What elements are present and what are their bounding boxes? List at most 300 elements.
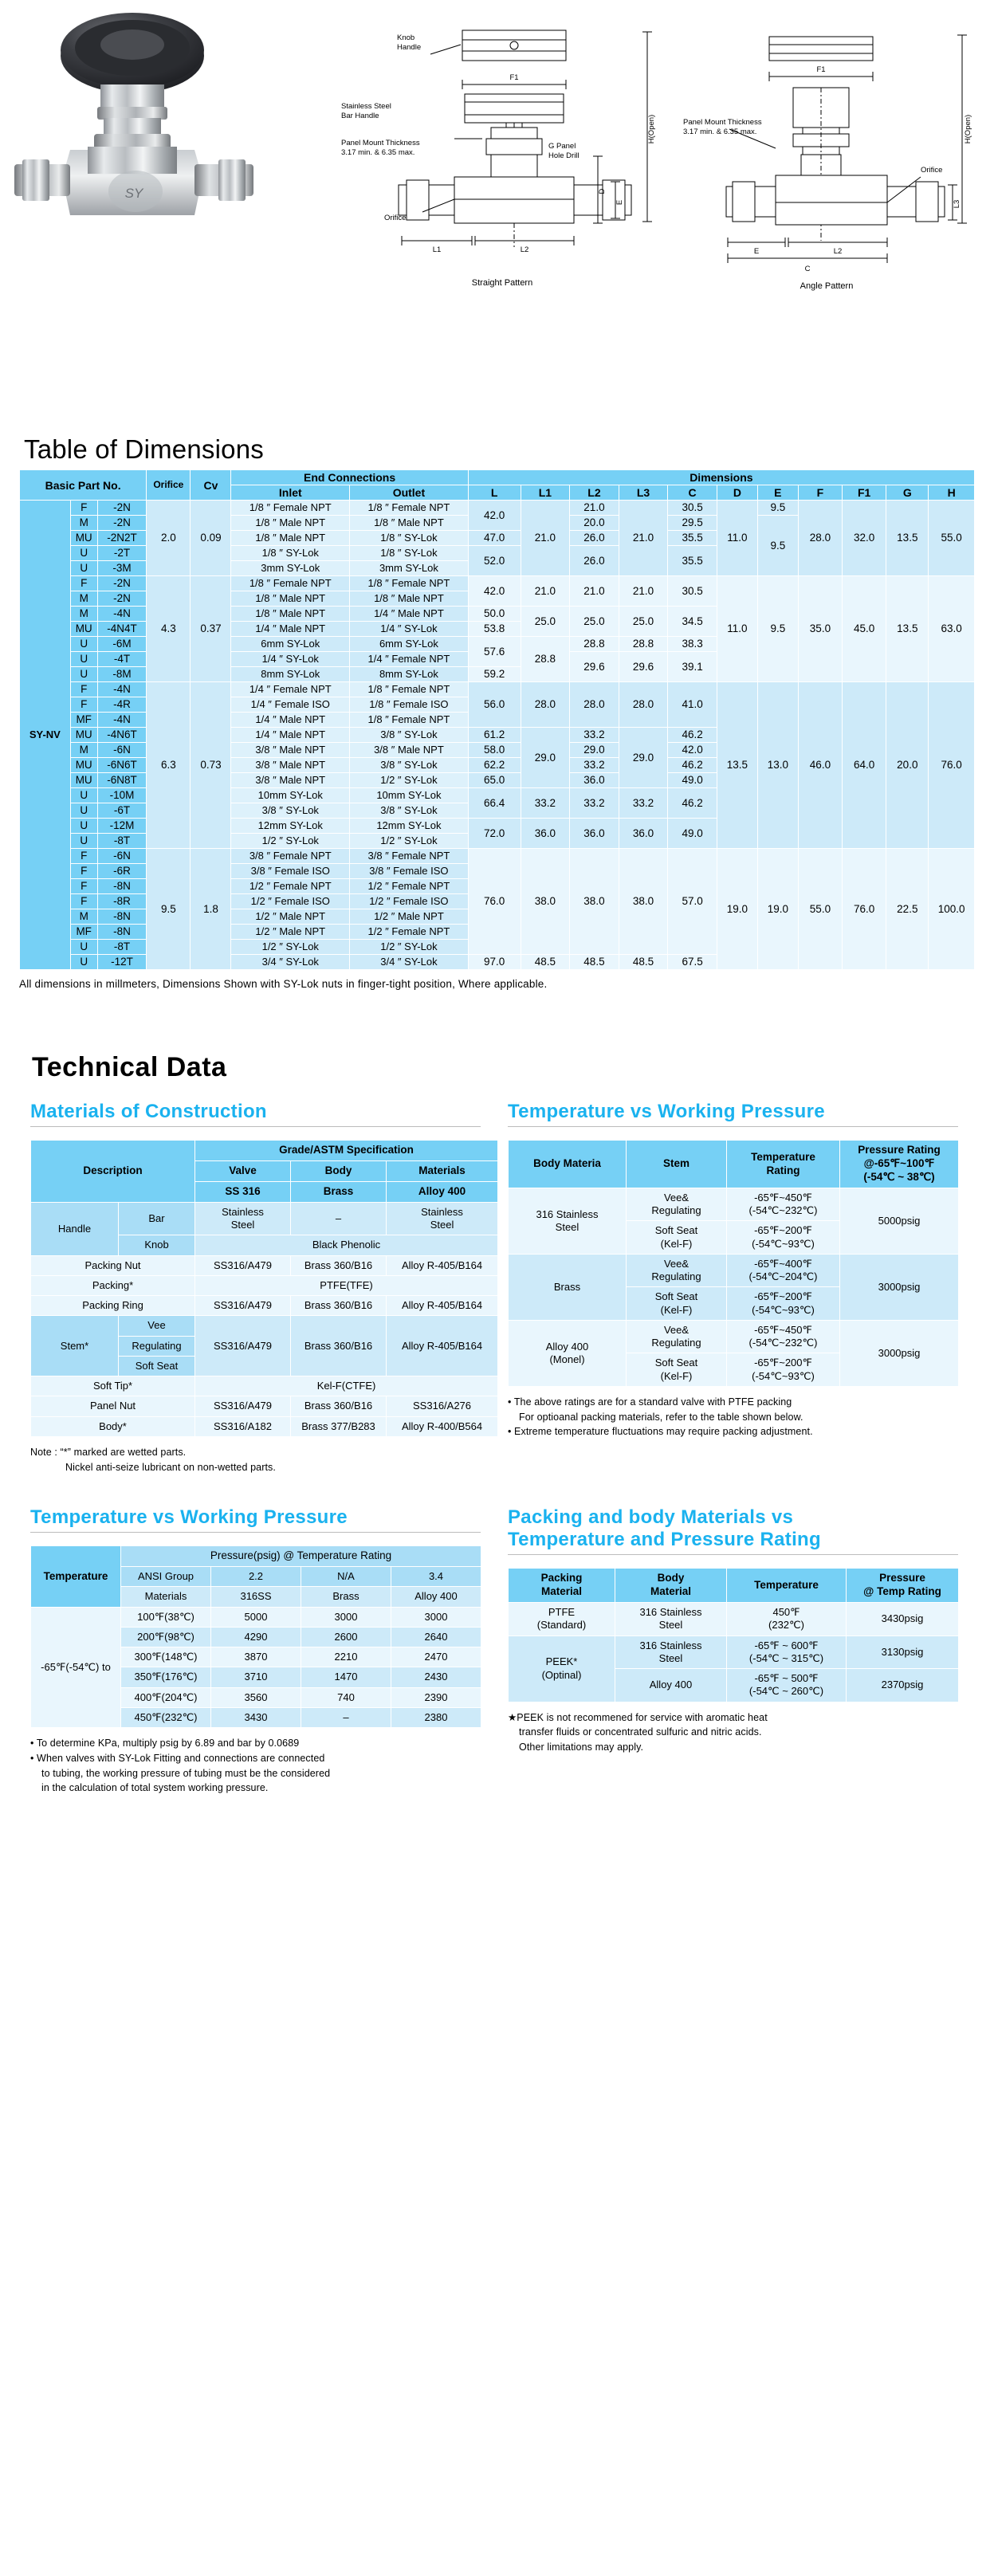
dim-L: 56.0	[468, 682, 521, 728]
dim-C: 29.5	[668, 516, 717, 531]
packing-material: PEEK* (Optinal)	[509, 1636, 615, 1702]
th-dim-L2: L2	[570, 485, 619, 501]
part-prefix: M	[70, 591, 97, 607]
dim-L3: 21.0	[619, 501, 668, 576]
outlet-connection: 3/8 ″ Female NPT	[350, 849, 469, 864]
cv-value: 0.37	[191, 576, 231, 682]
part-suffix: -12M	[97, 819, 147, 834]
outlet-connection: 1/4 ″ SY-Lok	[350, 622, 469, 637]
outlet-connection: 1/8 ″ SY-Lok	[350, 546, 469, 561]
svg-text:E: E	[615, 199, 624, 206]
note-line: ★PEEK is not recommened for service with aromatic heat transfer fluids or concentrated sulfuric and nitric acids. Other limitations may apply.	[508, 1711, 768, 1753]
dim-L1: 21.0	[521, 501, 570, 576]
material-sublabel: Vee	[119, 1316, 195, 1336]
dim-C: 46.2	[668, 728, 717, 743]
material-sublabel: Bar	[119, 1202, 195, 1235]
note-line: • To determine KPa, multiply psig by 6.89 and bar by 0.0689	[30, 1738, 300, 1749]
dim-C: 41.0	[668, 682, 717, 728]
orifice-value: 9.5	[147, 849, 191, 970]
part-suffix: -6N8T	[97, 773, 147, 788]
outlet-connection: 10mm SY-Lok	[350, 788, 469, 803]
svg-text:D: D	[598, 188, 607, 194]
part-prefix: F	[70, 849, 97, 864]
part-suffix: -4N	[97, 713, 147, 728]
material-value-1: Brass 360/B16	[291, 1296, 387, 1316]
outlet-connection: 1/8 ″ Female ISO	[350, 697, 469, 713]
svg-text:C: C	[804, 265, 811, 273]
dimensions-footnote: All dimensions in millmeters, Dimensions Shown with SY-Lok nuts in finger-tight position, Where applicable.	[19, 978, 548, 991]
th-group-2: 3.4	[391, 1567, 481, 1587]
part-prefix: MU	[70, 773, 97, 788]
th-dim-F: F	[798, 485, 842, 501]
dim-L2: 26.0	[570, 546, 619, 576]
material-sublabel: Regulating	[119, 1336, 195, 1356]
part-prefix: M	[70, 909, 97, 925]
dim-L2: 21.0	[570, 576, 619, 607]
part-prefix: MU	[70, 758, 97, 773]
dim-E: 13.0	[757, 682, 798, 849]
th-ss316: SS 316	[195, 1181, 291, 1202]
material-sublabel: Soft Seat	[119, 1356, 195, 1376]
dim-C: 34.5	[668, 607, 717, 637]
dimensions-table	[19, 469, 975, 970]
material-value-span: Kel-F(CTFE)	[195, 1376, 498, 1396]
dim-C: 38.3	[668, 637, 717, 652]
pressure-value-0: 3430	[211, 1707, 301, 1727]
part-prefix: U	[70, 955, 97, 970]
material-value-2: SS316/A276	[387, 1396, 498, 1416]
inlet-connection: 1/2 ″ Male NPT	[231, 925, 350, 940]
part-suffix: -2N	[97, 576, 147, 591]
pressure-rating: 3000psig	[840, 1320, 959, 1386]
temperature-rating: -65℉~200℉ (-54℃~93℃)	[727, 1287, 840, 1321]
dim-L1: 25.0	[521, 607, 570, 637]
material-value-2: Alloy R-405/B164	[387, 1255, 498, 1275]
svg-text:Angle Pattern: Angle Pattern	[800, 281, 854, 291]
pressure-value-2: 2640	[391, 1627, 481, 1647]
part-prefix: F	[70, 879, 97, 894]
orifice-value: 2.0	[147, 501, 191, 576]
dim-L2: 33.2	[570, 728, 619, 743]
th-stem: Stem	[627, 1141, 727, 1188]
table-row	[31, 1396, 498, 1416]
inlet-connection: 1/8 ″ Male NPT	[231, 516, 350, 531]
dimensions-table-body	[20, 501, 975, 970]
inlet-connection: 3/8 ″ Female ISO	[231, 864, 350, 879]
part-prefix: F	[70, 697, 97, 713]
outlet-connection: 12mm SY-Lok	[350, 819, 469, 834]
table-row	[20, 576, 975, 591]
part-suffix: -4N4T	[97, 622, 147, 637]
cv-value: 1.8	[191, 849, 231, 970]
outlet-connection: 6mm SY-Lok	[350, 637, 469, 652]
svg-text:G Panel: G Panel	[548, 142, 576, 151]
svg-text:Stainless Steel: Stainless Steel	[341, 102, 391, 111]
material-label: Stem*	[31, 1316, 119, 1376]
part-suffix: -2T	[97, 546, 147, 561]
table-row	[509, 1603, 959, 1636]
pressure-value-0: 4290	[211, 1627, 301, 1647]
dim-L2: 36.0	[570, 773, 619, 788]
inlet-connection: 1/8 ″ SY-Lok	[231, 546, 350, 561]
dim-E: 9.5	[757, 576, 798, 682]
pressure-value-1: 3000	[301, 1607, 391, 1627]
dimensions-title: Table of Dimensions	[24, 434, 264, 464]
inlet-connection: 6mm SY-Lok	[231, 637, 350, 652]
pressure-value-2: 2430	[391, 1667, 481, 1687]
part-suffix: -4N	[97, 607, 147, 622]
dim-L1: 38.0	[521, 849, 570, 955]
part-suffix: -12T	[97, 955, 147, 970]
dim-C: 30.5	[668, 576, 717, 607]
dim-H: 100.0	[929, 849, 975, 970]
inlet-connection: 1/8 ″ Male NPT	[231, 607, 350, 622]
dim-L2: 29.6	[570, 652, 619, 682]
part-prefix: U	[70, 803, 97, 819]
temperature-point: 400℉(204℃)	[121, 1687, 211, 1707]
th-dim-L1: L1	[521, 485, 570, 501]
dim-L1: 29.0	[521, 728, 570, 788]
dim-L: 50.0	[468, 607, 521, 622]
part-suffix: -2N2T	[97, 531, 147, 546]
temp-press-2-table-body	[31, 1607, 481, 1728]
dim-H: 63.0	[929, 576, 975, 682]
dim-L2: 28.8	[570, 637, 619, 652]
th-pressure-rating: Pressure Rating @-65℉~100℉ (-54℃ ~ 38℃)	[840, 1141, 959, 1188]
dim-L3: 29.6	[619, 652, 668, 682]
th-brass: Brass	[291, 1181, 387, 1202]
inlet-connection: 1/8 ″ Male NPT	[231, 591, 350, 607]
dim-L3: 48.5	[619, 955, 668, 970]
part-suffix: -8N	[97, 925, 147, 940]
th-dim-F1: F1	[843, 485, 886, 501]
th-end-connections: End Connections	[231, 470, 468, 485]
svg-text:Hole Drill: Hole Drill	[548, 151, 580, 160]
dim-L2: 20.0	[570, 516, 619, 531]
dim-L1: 36.0	[521, 819, 570, 849]
temperature-rating: 450℉ (232℃)	[727, 1603, 847, 1636]
th-outlet: Outlet	[350, 485, 469, 501]
dim-D: 19.0	[717, 849, 757, 970]
part-suffix: -4N6T	[97, 728, 147, 743]
part-prefix: U	[70, 637, 97, 652]
material-value-2: Stainless Steel	[387, 1202, 498, 1235]
material-value-2: Alloy R-405/B164	[387, 1296, 498, 1316]
material-value-0: Stainless Steel	[195, 1202, 291, 1235]
th-basic-part-no: Basic Part No.	[20, 470, 147, 501]
temp-press-1-notes	[508, 1387, 958, 1439]
outlet-connection: 8mm SY-Lok	[350, 667, 469, 682]
materials-note-1: “*” marked are wetted parts.	[60, 1446, 187, 1458]
dim-G: 13.5	[886, 501, 929, 576]
inlet-connection: 3/8 ″ Male NPT	[231, 743, 350, 758]
part-prefix: U	[70, 561, 97, 576]
pressure-rating: 3130psig	[847, 1636, 959, 1669]
svg-text:Orifice: Orifice	[921, 166, 943, 175]
part-prefix: U	[70, 667, 97, 682]
material-value-1: Brass 360/B16	[291, 1396, 387, 1416]
pressure-value-1: –	[301, 1707, 391, 1727]
part-suffix: -6N6T	[97, 758, 147, 773]
svg-text:F1: F1	[816, 65, 826, 74]
part-suffix: -8T	[97, 834, 147, 849]
pressure-rating: 3000psig	[840, 1254, 959, 1320]
th-description: Description	[31, 1141, 195, 1203]
material-value-2: Alloy R-405/B164	[387, 1316, 498, 1376]
dim-L: 53.8	[468, 622, 521, 637]
inlet-connection: 1/4 ″ Female ISO	[231, 697, 350, 713]
th-orifice: Orifice	[147, 470, 191, 501]
inlet-connection: 3mm SY-Lok	[231, 561, 350, 576]
th-ansi-group: ANSI Group	[121, 1567, 211, 1587]
table-row	[31, 1275, 498, 1295]
pressure-value-2: 2390	[391, 1687, 481, 1707]
dim-C: 35.5	[668, 531, 717, 546]
th-cv: Cv	[191, 470, 231, 501]
pressure-rating: 3430psig	[847, 1603, 959, 1636]
dim-L2: 48.5	[570, 955, 619, 970]
table-row	[31, 1316, 498, 1336]
svg-text:Bar Handle: Bar Handle	[341, 112, 379, 120]
material-value-0: SS316/A479	[195, 1316, 291, 1376]
dim-L: 97.0	[468, 955, 521, 970]
materials-title: Materials of Construction	[30, 1101, 267, 1123]
dim-L: 42.0	[468, 501, 521, 531]
outlet-connection: 1/8 ″ Female NPT	[350, 682, 469, 697]
part-prefix: M	[70, 516, 97, 531]
inlet-connection: 3/4 ″ SY-Lok	[231, 955, 350, 970]
materials-note-2: Nickel anti-seize lubricant on non-wetted parts.	[65, 1461, 276, 1473]
material-value-span: PTFE(TFE)	[195, 1275, 498, 1295]
part-prefix: MU	[70, 531, 97, 546]
part-suffix: -3M	[97, 561, 147, 576]
materials-note-label: Note :	[30, 1446, 57, 1458]
stem-type: Soft Seat (Kel-F)	[627, 1221, 727, 1255]
th-body: Body	[291, 1161, 387, 1182]
th-dim-C: C	[668, 485, 717, 501]
th-packing-body: Body Material	[615, 1569, 727, 1603]
note-line: • The above ratings are for a standard valve with PTFE packing For optioanal packing materials, refer to the table shown below.	[508, 1396, 803, 1423]
dim-C: 46.2	[668, 788, 717, 819]
body-material: Brass	[509, 1254, 627, 1320]
temperature-point: 200℉(98℃)	[121, 1627, 211, 1647]
table-row	[509, 1636, 959, 1669]
dim-D: 11.0	[717, 576, 757, 682]
stem-type: Vee& Regulating	[627, 1188, 727, 1221]
table-row	[31, 1255, 498, 1275]
inlet-connection: 1/2 ″ Male NPT	[231, 909, 350, 925]
th-group-0: 2.2	[211, 1567, 301, 1587]
inlet-connection: 3/8 ″ Male NPT	[231, 758, 350, 773]
temp-press-2-column	[30, 1506, 481, 1796]
part-suffix: -6M	[97, 637, 147, 652]
dim-L2: 33.2	[570, 788, 619, 819]
th-dim-D: D	[717, 485, 757, 501]
material-label: Soft Tip*	[31, 1376, 195, 1396]
th-packing-temperature: Temperature	[727, 1569, 847, 1603]
dim-L2: 26.0	[570, 531, 619, 546]
dim-F1: 76.0	[843, 849, 886, 970]
dim-C: 42.0	[668, 743, 717, 758]
body-material: Alloy 400 (Monel)	[509, 1320, 627, 1386]
part-prefix: M	[70, 743, 97, 758]
orifice-value: 6.3	[147, 682, 191, 849]
packing-material: PTFE (Standard)	[509, 1603, 615, 1636]
th-material-0: 316SS	[211, 1587, 301, 1607]
part-prefix: F	[70, 864, 97, 879]
part-suffix: -6T	[97, 803, 147, 819]
material-value-0: SS316/A479	[195, 1296, 291, 1316]
note-line: • When valves with SY-Lok Fitting and connections are connected to tubing, the working pressure of tubing must be the considered in the calculation of total system working pressure.	[30, 1752, 331, 1794]
outlet-connection: 1/8 ″ Female NPT	[350, 501, 469, 516]
materials-notes	[30, 1437, 481, 1475]
dim-L: 42.0	[468, 576, 521, 607]
temp-press-2-notes	[30, 1728, 481, 1796]
inlet-connection: 1/8 ″ Male NPT	[231, 531, 350, 546]
body-material: 316 Stainless Steel	[615, 1603, 727, 1636]
pressure-value-1: 1470	[301, 1667, 391, 1687]
dim-F: 46.0	[798, 682, 842, 849]
part-suffix: -4T	[97, 652, 147, 667]
temp-press-2-rule	[30, 1532, 481, 1533]
dim-L3: 21.0	[619, 576, 668, 607]
part-prefix: U	[70, 788, 97, 803]
dim-C: 30.5	[668, 501, 717, 516]
outlet-connection: 1/2 ″ Male NPT	[350, 909, 469, 925]
part-prefix: U	[70, 940, 97, 955]
dim-L: 57.6	[468, 637, 521, 667]
material-label: Packing Ring	[31, 1296, 195, 1316]
temp-press-1-title: Temperature vs Working Pressure	[508, 1101, 825, 1123]
material-sublabel: Knob	[119, 1235, 195, 1255]
outlet-connection: 3/4 ″ SY-Lok	[350, 955, 469, 970]
inlet-connection: 1/2 ″ SY-Lok	[231, 834, 350, 849]
materials-rule	[30, 1126, 481, 1127]
temp-press-1-rule	[508, 1126, 958, 1127]
material-label: Body*	[31, 1416, 195, 1436]
part-prefix: F	[70, 894, 97, 909]
materials-column	[30, 1101, 481, 1475]
dim-F: 28.0	[798, 501, 842, 576]
svg-text:H(Open): H(Open)	[647, 114, 656, 144]
dim-L: 61.2	[468, 728, 521, 743]
temperature-point: 450℉(232℃)	[121, 1707, 211, 1727]
dim-L2: 28.0	[570, 682, 619, 728]
svg-text:H(Open): H(Open)	[964, 114, 972, 144]
svg-text:E: E	[753, 247, 760, 256]
th-dim-E: E	[757, 485, 798, 501]
part-prefix: MF	[70, 713, 97, 728]
inlet-connection: 3/8 ″ Female NPT	[231, 849, 350, 864]
dim-G: 22.5	[886, 849, 929, 970]
th-dim-L: L	[468, 485, 521, 501]
part-prefix: U	[70, 819, 97, 834]
part-prefix: M	[70, 607, 97, 622]
material-value-1: Brass 377/B283	[291, 1416, 387, 1436]
part-prefix: MU	[70, 622, 97, 637]
dim-H: 76.0	[929, 682, 975, 849]
outlet-connection: 1/8 ″ Male NPT	[350, 591, 469, 607]
angle-pattern-drawing	[682, 8, 984, 422]
packing-table	[508, 1568, 959, 1702]
th-group-1: N/A	[301, 1567, 391, 1587]
table-row	[509, 1254, 959, 1287]
temperature-point: 100℉(38℃)	[121, 1607, 211, 1627]
dim-F: 35.0	[798, 576, 842, 682]
dim-L2: 38.0	[570, 849, 619, 955]
temp-press-1-column	[508, 1101, 958, 1475]
dim-H: 55.0	[929, 501, 975, 576]
svg-text:3.17 min. & 6.35 max.: 3.17 min. & 6.35 max.	[341, 148, 415, 157]
dim-L2: 36.0	[570, 819, 619, 849]
material-label: Packing Nut	[31, 1255, 195, 1275]
outlet-connection: 3/8 ″ Male NPT	[350, 743, 469, 758]
dim-L1: 28.0	[521, 682, 570, 728]
dim-L1: 21.0	[521, 576, 570, 607]
dim-L: 62.2	[468, 758, 521, 773]
temperature-rating: -65℉ ~ 600℉ (-54℃ ~ 315℃)	[727, 1636, 847, 1669]
outlet-connection: 1/2 ″ Female ISO	[350, 894, 469, 909]
table-row	[509, 1320, 959, 1353]
svg-text:Knob: Knob	[397, 33, 415, 42]
dim-L1: 33.2	[521, 788, 570, 819]
part-suffix: -6N	[97, 849, 147, 864]
outlet-connection: 1/2 ″ Female NPT	[350, 879, 469, 894]
table-row	[509, 1188, 959, 1221]
outlet-connection: 3mm SY-Lok	[350, 561, 469, 576]
temp-press-1-table-body	[509, 1188, 959, 1386]
inlet-connection: 1/8 ″ Female NPT	[231, 501, 350, 516]
body-material: 316 Stainless Steel	[615, 1636, 727, 1669]
inlet-connection: 1/4 ″ Male NPT	[231, 713, 350, 728]
dimensions-table-wrap	[0, 469, 994, 970]
part-suffix: -10M	[97, 788, 147, 803]
temp-press-1-table	[508, 1140, 959, 1387]
packing-rule	[508, 1554, 958, 1555]
outlet-connection: 1/2 ″ SY-Lok	[350, 940, 469, 955]
straight-pattern-drawing	[335, 8, 670, 422]
inlet-connection: 12mm SY-Lok	[231, 819, 350, 834]
dim-D: 13.5	[717, 682, 757, 849]
part-suffix: -2N	[97, 591, 147, 607]
part-prefix: U	[70, 834, 97, 849]
dim-L1: 48.5	[521, 955, 570, 970]
table-row	[20, 682, 975, 697]
th-dimensions: Dimensions	[468, 470, 974, 485]
temperature-rating: -65℉~450℉ (-54℃~232℃)	[727, 1320, 840, 1353]
part-prefix: U	[70, 652, 97, 667]
dim-L: 72.0	[468, 819, 521, 849]
technical-data-body	[0, 1101, 994, 1796]
dim-L: 59.2	[468, 667, 521, 682]
inlet-connection: 8mm SY-Lok	[231, 667, 350, 682]
svg-text:L2: L2	[833, 247, 843, 256]
inlet-connection: 1/4 ″ Male NPT	[231, 728, 350, 743]
dim-F1: 64.0	[843, 682, 886, 849]
svg-text:3.17 min. & 6.35 max.: 3.17 min. & 6.35 max.	[683, 128, 757, 136]
part-prefix: F	[70, 682, 97, 697]
figure-band	[0, 0, 994, 434]
material-label: Panel Nut	[31, 1396, 195, 1416]
temperature-rating: -65℉~200℉ (-54℃~93℃)	[727, 1353, 840, 1387]
part-prefix: MU	[70, 728, 97, 743]
dim-C: 67.5	[668, 955, 717, 970]
dim-L3: 33.2	[619, 788, 668, 819]
dim-L2: 29.0	[570, 743, 619, 758]
dim-F: 55.0	[798, 849, 842, 970]
temp-press-2-title: Temperature vs Working Pressure	[30, 1506, 348, 1529]
temperature-rating: -65℉~200℉ (-54℃~93℃)	[727, 1221, 840, 1255]
